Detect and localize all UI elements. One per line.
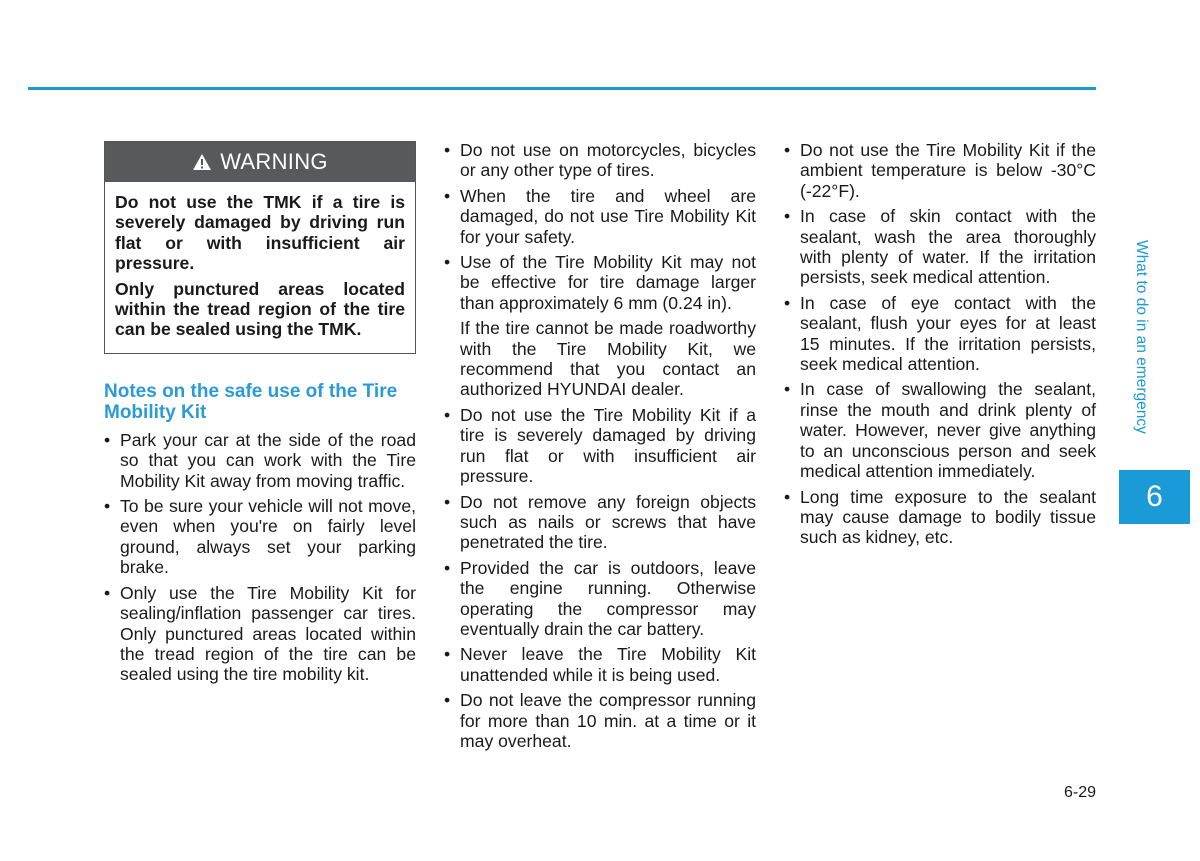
list-item: • Do not use on motorcycles, bicycles or any other type of tires.: [444, 140, 756, 181]
list-item: • Do not remove any foreign objects such as nails or screws that have penetrated the tire.: [444, 492, 756, 553]
warning-paragraph: Do not use the TMK if a tire is severely damaged by driving run flat or with insufficient air pressure.: [115, 192, 405, 274]
column-3: [784, 140, 1096, 553]
list-item: • Never leave the Tire Mobility Kit unattended while it is being used.: [444, 644, 756, 685]
warning-header: [105, 142, 415, 182]
list-item: • Use of the Tire Mobility Kit may not be effective for tire damage larger than approximately 6 mm (0.24 in).: [444, 252, 756, 313]
warning-body: [105, 182, 415, 353]
header-rule: [28, 87, 1096, 90]
column-1: [104, 140, 416, 690]
list-item: • Only use the Tire Mobility Kit for sealing/inflation passenger car tires. Only punctured areas located within the tread region of the tire can be sealed using the tire mobility kit.: [104, 583, 416, 685]
list-item: • Provided the car is outdoors, leave the engine running. Otherwise operating the compressor may eventually drain the car battery.: [444, 558, 756, 640]
chapter-number: 6: [1146, 480, 1163, 513]
bullet-list: [444, 140, 756, 313]
list-item: • To be sure your vehicle will not move, even when you're on fairly level ground, always set your parking brake.: [104, 496, 416, 578]
warning-box: [104, 141, 416, 354]
warning-paragraph: Only punctured areas located within the tread region of the tire can be sealed using the TMK.: [115, 278, 405, 340]
chapter-title: What to do in an emergency: [1133, 240, 1150, 434]
list-item: • In case of swallowing the sealant, rinse the mouth and drink plenty of water. However, never give anything to an unconscious person and seek medical attention immediately.: [784, 379, 1096, 481]
sub-paragraph: If the tire cannot be made roadworthy with the Tire Mobility Kit, we recommend that you contact an authorized HYUNDAI dealer.: [460, 318, 756, 400]
list-item: • Do not use the Tire Mobility Kit if the ambient temperature is below -30°C (-22°F).: [784, 140, 1096, 201]
list-item: • Do not use the Tire Mobility Kit if a tire is severely damaged by driving run flat or with insufficient air pressure.: [444, 405, 756, 487]
list-item: • Do not leave the compressor running for more than 10 min. at a time or it may overheat.: [444, 690, 756, 751]
list-item: • When the tire and wheel are damaged, do not use Tire Mobility Kit for your safety.: [444, 186, 756, 247]
bullet-list: [444, 405, 756, 752]
list-item: • Long time exposure to the sealant may cause damage to bodily tissue such as kidney, etc.: [784, 487, 1096, 548]
bullet-list: [784, 140, 1096, 548]
list-item: • In case of eye contact with the sealant, flush your eyes for at least 15 minutes. If the irritation persists, seek medical attention.: [784, 293, 1096, 375]
warning-title: WARNING: [220, 148, 328, 174]
list-item: • In case of skin contact with the sealant, wash the area thoroughly with plenty of water. If the irritation persists, seek medical attention.: [784, 206, 1096, 288]
section-title: Notes on the safe use of the Tire Mobility Kit: [104, 380, 398, 423]
list-item: • Park your car at the side of the road so that you can work with the Tire Mobility Kit away from moving traffic.: [104, 430, 416, 491]
column-2: [444, 140, 756, 756]
bullet-list: [104, 430, 416, 685]
page-number: 6-29: [1063, 784, 1096, 801]
chapter-tab: [1119, 470, 1190, 524]
warning-triangle-icon: [192, 153, 212, 171]
